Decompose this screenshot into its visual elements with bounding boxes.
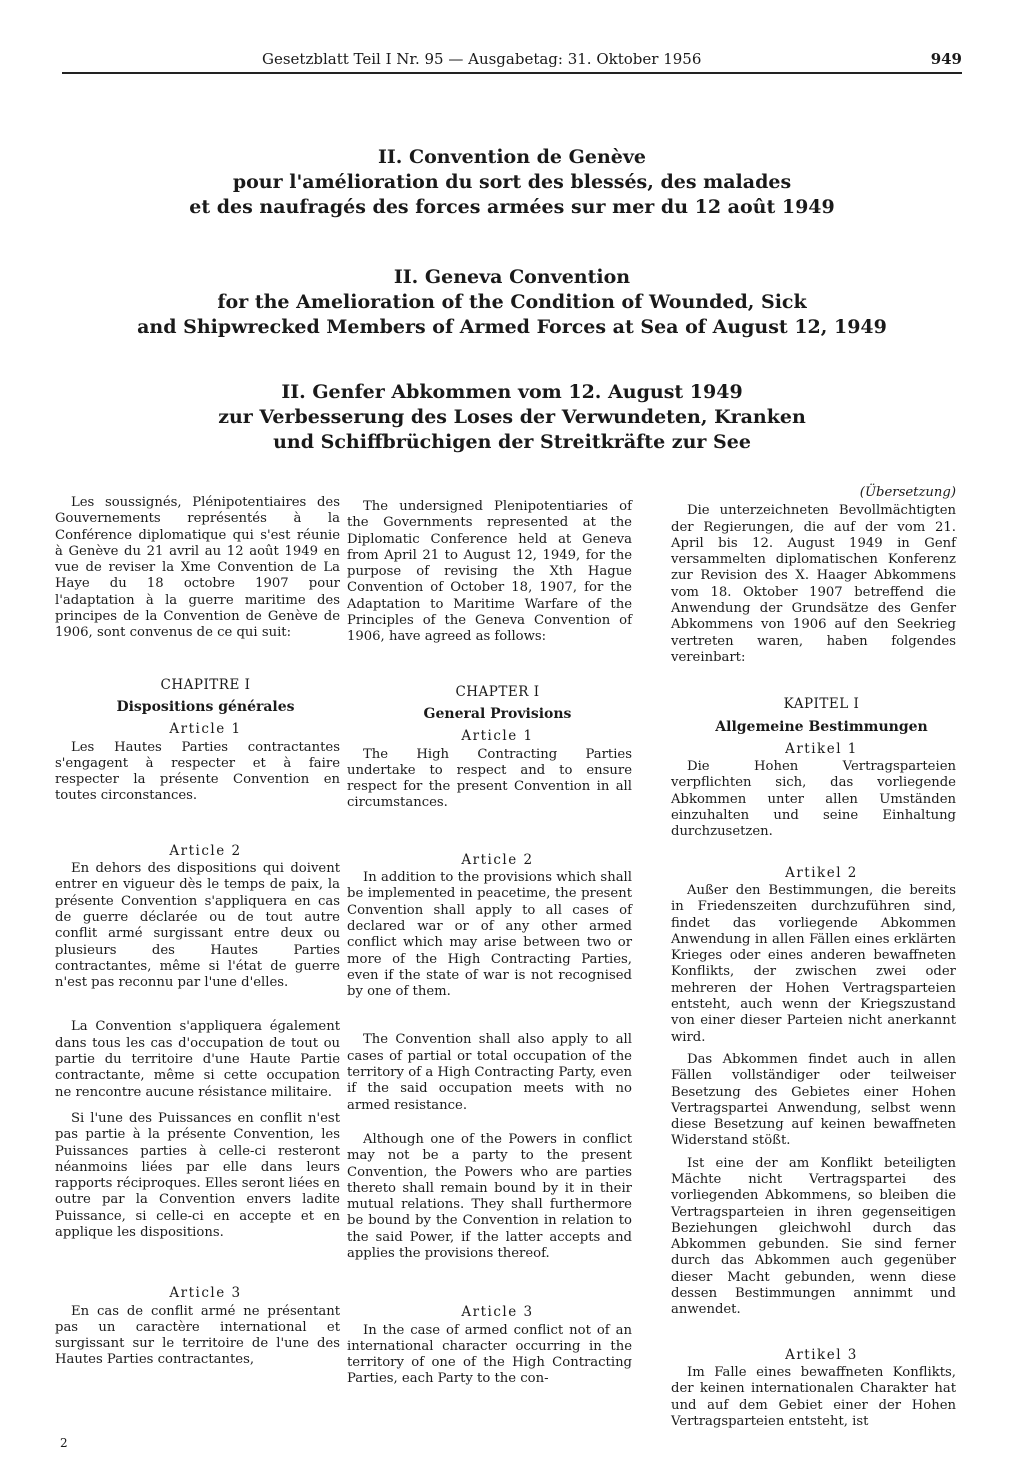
header-rule <box>62 72 962 74</box>
preamble: Les soussignés, Plénipotentiaires des Gouvernements représentés à la Conférence diplomatique qui s'est réunie à Genève du 21 avril au 12 août 1949 en vue de reviser la Xme Convention de La Haye du 18 octobre 1907 pour l'adaptation à la guerre maritime des principes de la Convention de Genève de 1906, sont convenus de ce qui suit: <box>55 495 340 641</box>
article-2-paragraph: Although one of the Powers in conflict may not be a party to the present Convention, the Powers who are parties thereto shall remain bound by it in their mutual relations. They shall furthermore be bound by the Convention in relation to the said Power, if the latter accepts and applies the provisions thereof. <box>347 1131 632 1261</box>
title-line: and Shipwrecked Members of Armed Forces at Sea of August 12, 1949 <box>137 316 887 338</box>
title-german <box>70 380 954 455</box>
chapter-title: Dispositions générales <box>116 698 295 715</box>
article-1-text: Die Hohen Vertragsparteien verpflichten sich, das vorliegende Abkommen unter allen Umständen einzuhalten und seine Einhaltung durchzusetzen. <box>671 759 956 840</box>
chapter-title: Allgemeine Bestimmungen <box>715 718 928 735</box>
article-2-paragraph: En dehors des dispositions qui doivent entrer en vigueur dès le temps de paix, la présente Convention s'appliquera en cas de guerre déclarée ou de tout autre conflit armé surgissant entre deux ou plusieurs des Hautes Parties contractantes, même si l'état de guerre n'est pas reconnu par l'une d'elles. <box>55 861 340 991</box>
article-2-paragraph: Außer den Bestimmungen, die bereits in Friedenszeiten durchzuführen sind, findet das vorliegende Abkommen Anwendung in allen Fällen eines erklärten Krieges oder eines anderen bewaffneten Konflikts, der zwischen zwei oder mehreren der Hohen Vertragsparteien entsteht, auch wenn der Kriegszustand von einer dieser Parteien nicht anerkannt wird. <box>671 882 956 1045</box>
article-3-text: Im Falle eines bewaffneten Konflikts, der keinen internationalen Charakter hat und auf dem Gebiet einer der Hohen Vertragsparteien entsteht, ist <box>671 1364 956 1429</box>
column-english <box>347 485 632 1388</box>
title-line: et des naufragés des forces armées sur mer du 12 août 1949 <box>189 196 835 218</box>
article-3-heading: Artikel 3 <box>785 1346 858 1363</box>
article-2-heading: Artikel 2 <box>785 864 858 881</box>
title-line: for the Amelioration of the Condition of Wounded, Sick <box>217 291 807 313</box>
article-2-paragraph: La Convention s'appliquera également dans tous les cas d'occupation de tout ou partie du territoire d'une Haute Partie contractante, même si cette occupation ne rencontre aucune résistance militaire. <box>55 1019 340 1100</box>
preamble: The undersigned Plenipotentiaries of the Governments represented at the Diplomatic Conference held at Geneva from April 21 to August 12, 1949, for the purpose of revising the Xth Hague Convention of October 18, 1907, for the Adaptation to Maritime Warfare of the Principles of the Geneva Convention of 1906, have agreed as follows: <box>347 499 632 645</box>
article-2-paragraph: Das Abkommen findet auch in allen Fällen vollständiger oder teilweiser Besetzung des Gebietes einer Hohen Vertragspartei Anwendung, selbst wenn diese Besetzung auf keinen bewaffneten Widerstand stößt. <box>671 1051 956 1149</box>
title-line: zur Verbesserung des Loses der Verwundeten, Kranken <box>218 406 806 428</box>
chapter-heading: CHAPITRE I <box>160 676 251 693</box>
title-line: und Schiffbrüchigen der Streitkräfte zur See <box>273 431 751 453</box>
article-3-text: In the case of armed conflict not of an international character occurring in the territory of one of the High Contracting Parties, each Party to the con- <box>347 1322 632 1387</box>
article-1-heading: Article 1 <box>461 728 534 745</box>
preamble: Die unterzeichneten Bevollmächtigten der Regierungen, die auf der vom 21. April bis 12. August 1949 in Genf versammelten diplomatischen Konferenz zur Revision des X. Haager Abkommens vom 18. Oktober 1907 betreffend die Anwendung der Grundsätze des Genfer Abkommens von 1906 auf den Seekrieg vertreten waren, haben folgendes vereinbart: <box>671 503 956 665</box>
title-line: pour l'amélioration du sort des blessés, des malades <box>232 171 792 193</box>
article-2-paragraph: Ist eine der am Konflikt beteiligten Mächte nicht Vertragspartei des vorliegenden Abkommens, so bleiben die Vertragsparteien in ihren gegenseitigen Beziehungen gleichwohl durch das Abkommen gebunden. Sie sind ferner durch das Abkommen auch gegenüber dieser Macht gebunden, wenn diese dessen Bestimmungen annimmt und anwendet. <box>671 1155 956 1318</box>
article-3-text: En cas de conflit armé ne présentant pas un caractère international et surgissant sur le territoire de l'une des Hautes Parties contractantes, <box>55 1303 340 1368</box>
article-2-heading: Article 2 <box>461 851 534 868</box>
article-2-heading: Article 2 <box>169 842 242 859</box>
translation-note: (Übersetzung) <box>859 485 956 500</box>
article-1-heading: Artikel 1 <box>785 740 858 757</box>
article-2-paragraph: In addition to the provisions which shall be implemented in peacetime, the present Convention shall apply to all cases of declared war or of any other armed conflict which may arise between two or more of the High Contracting Parties, even if the state of war is not recognised by one of them. <box>347 870 632 1000</box>
article-1-heading: Article 1 <box>169 721 242 738</box>
article-3-heading: Article 3 <box>169 1285 242 1302</box>
title-french <box>70 145 954 220</box>
chapter-heading: CHAPTER I <box>455 683 540 700</box>
title-line: II. Genfer Abkommen vom 12. August 1949 <box>281 381 743 403</box>
title-line: II. Geneva Convention <box>393 266 631 288</box>
chapter-heading: KAPITEL I <box>783 696 860 713</box>
article-1-text: Les Hautes Parties contractantes s'engagent à respecter et à faire respecter la présente Convention en toutes circonstances. <box>55 739 340 804</box>
page-header <box>62 50 962 72</box>
article-2-paragraph: The Convention shall also apply to all cases of partial or total occupation of the territory of a High Contracting Party, even if the said occupation meets with no armed resistance. <box>347 1032 632 1113</box>
title-english <box>70 265 954 340</box>
article-1-text: The High Contracting Parties undertake to respect and to ensure respect for the present Convention in all circumstances. <box>347 746 632 811</box>
column-french <box>55 485 340 1369</box>
chapter-title: General Provisions <box>423 705 572 722</box>
footnote-mark: 2 <box>60 1436 68 1450</box>
gazette-title: Gesetzblatt Teil I Nr. 95 — Ausgabetag: 31. Oktober 1956 <box>262 50 702 68</box>
article-3-heading: Article 3 <box>461 1304 534 1321</box>
article-2-paragraph: Si l'une des Puissances en conflit n'est pas partie à la présente Convention, les Puissances parties à celle-ci resteront néanmoins liées par elle dans leurs rapports réciproques. Elles seront liées en outre par la Convention envers ladite Puissance, si celle-ci en accepte et en applique les dispositions. <box>55 1110 340 1240</box>
title-line: II. Convention de Genève <box>378 146 646 168</box>
column-german <box>671 485 956 1430</box>
page-number: 949 <box>930 50 962 68</box>
